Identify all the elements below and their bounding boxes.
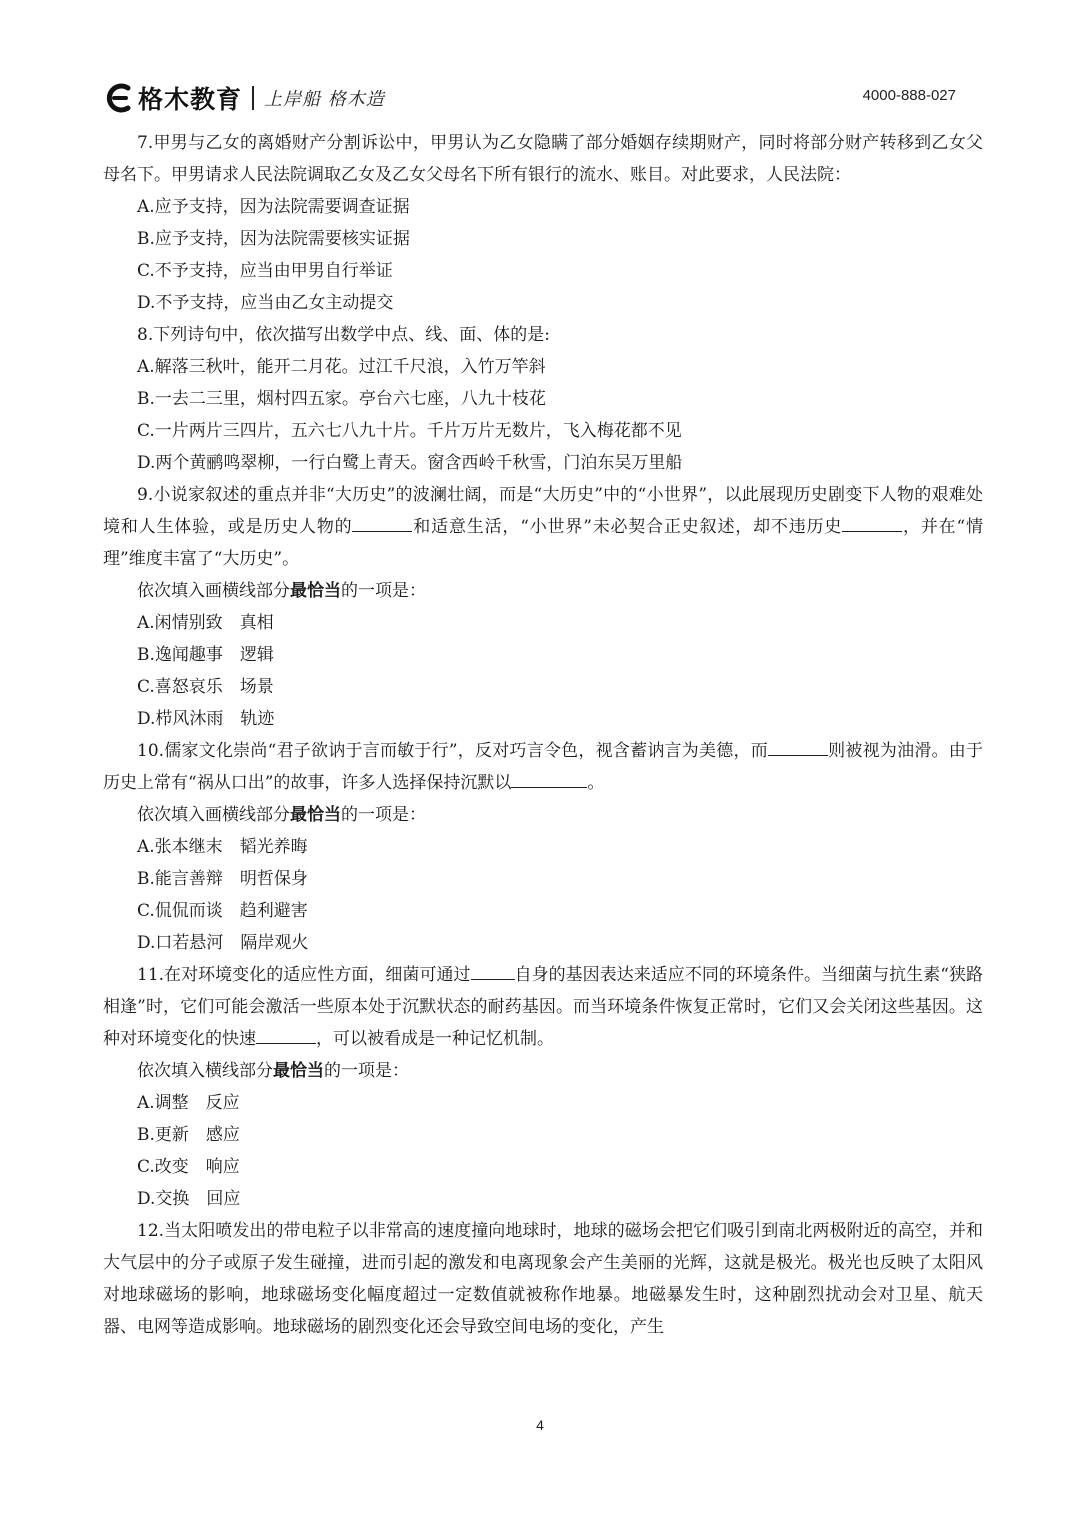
question-11-text-1: 11.在对环境变化的适应性方面，细菌可通过 [137, 965, 471, 985]
question-10-stem [103, 735, 983, 799]
question-9-option-a: A.闲情别致 真相 [137, 613, 274, 633]
question-8-option-c: C.一片两片三四片，五六七八九十片。千片万片无数片，飞入梅花都不见 [137, 421, 682, 441]
question-9-option-c: C.喜怒哀乐 场景 [137, 677, 274, 697]
answer-blank [352, 511, 412, 532]
page-content [103, 127, 983, 1343]
question-9-stem [103, 479, 983, 575]
logo-mark-icon [104, 83, 134, 113]
question-7-option-c: C.不予支持，应当由甲男自行举证 [137, 261, 393, 281]
instruction-text: 依次填入横线部分 [137, 1061, 273, 1081]
question-10-option-d: D.口若悬河 隔岸观火 [137, 933, 309, 953]
question-9-text-1: 9.小说家叙述的重点并非“大历史”的波澜壮阔，而是“大历史”中的“小世界”，以此展现历史剧变下人物的艰难处境和人生体验，或是历史人物的 [103, 485, 983, 537]
instruction-emphasis: 最恰当 [290, 581, 341, 601]
question-9-option-d: D.栉风沐雨 轨迹 [137, 709, 275, 729]
question-8-option-d: D.两个黄鹂鸣翠柳，一行白鹭上青天。窗含西岭千秋雪，门泊东吴万里船 [137, 453, 683, 473]
instruction-text: 的一项是： [324, 1061, 409, 1081]
question-9-text-2: 和适意生活，“小世界”未必契合正史叙述，却不违历史 [412, 517, 843, 537]
question-11-stem [103, 959, 983, 1055]
answer-blank [471, 959, 515, 980]
page-number: 4 [536, 1417, 544, 1433]
question-10-option-b: B.能言善辩 明哲保身 [137, 869, 308, 889]
question-8-stem: 8.下列诗句中，依次描写出数学中点、线、面、体的是: [137, 325, 550, 345]
instruction-text: 的一项是： [341, 581, 426, 601]
question-12-stem: 12.当太阳喷发出的带电粒子以非常高的速度撞向地球时，地球的磁场会把它们吸引到南北两极附近的高空，并和大气层中的分子或原子发生碰撞，进而引起的激发和电离现象会产生美丽的光辉，这就是极光。极光也反映了太阳风对地球磁场的影响，地球磁场变化幅度超过一定数值就被称作地暴。地磁暴发生时，这种剧烈扰动会对卫星、航天器、电网等造成影响。地球磁场的剧烈变化还会导致空间电场的变化，产生 [103, 1221, 983, 1337]
header-divider [252, 86, 254, 110]
question-10-instruction [103, 799, 983, 831]
phone-number: 4000-888-027 [862, 87, 956, 104]
answer-blank [256, 1023, 316, 1044]
instruction-text: 依次填入画横线部分 [137, 805, 290, 825]
answer-blank [511, 767, 587, 788]
instruction-text: 的一项是： [341, 805, 426, 825]
brand-slogan: 上岸船 格木造 [264, 89, 385, 110]
instruction-emphasis: 最恰当 [273, 1061, 324, 1081]
question-7-stem: 7.甲男与乙女的离婚财产分割诉讼中，甲男认为乙女隐瞒了部分婚姻存续期财产，同时将部分财产转移到乙女父母名下。甲男请求人民法院调取乙女及乙女父母名下所有银行的流水、账目。对此要求，人民法院： [103, 133, 983, 185]
answer-blank [768, 735, 828, 756]
instruction-text: 依次填入画横线部分 [137, 581, 290, 601]
question-9-option-b: B.逸闻趣事 逻辑 [137, 645, 274, 665]
question-7-option-b: B.应予支持，因为法院需要核实证据 [137, 229, 410, 249]
brand-name: 格木教育 [138, 85, 243, 114]
question-10-option-a: A.张本继末 韬光养晦 [137, 837, 308, 857]
logo [104, 80, 385, 116]
question-11-text-3: ，可以被看成是一种记忆机制。 [316, 1029, 554, 1049]
question-7-option-d: D.不予支持，应当由乙女主动提交 [137, 293, 394, 313]
question-10-text-2: 则被视为油滑。由于历史上常有“祸从口出”的故事，许多人选择保持沉默以 [103, 741, 984, 793]
question-10-text-1: 10.儒家文化崇尚“君子欲讷于言而敏于行”，反对巧言令色，视含蓄讷言为美德，而 [137, 741, 768, 761]
instruction-emphasis: 最恰当 [290, 805, 341, 825]
question-11-option-d: D.交换 回应 [137, 1189, 241, 1209]
question-10-option-c: C.侃侃而谈 趋利避害 [137, 901, 308, 921]
question-8-option-b: B.一去二三里，烟村四五家。亭台六七座，八九十枝花 [137, 389, 546, 409]
question-9-text-3: ，并在“情理”维度丰富了“大历史”。 [103, 517, 983, 569]
question-11-option-c: C.改变 响应 [137, 1157, 240, 1177]
question-7-option-a: A.应予支持，因为法院需要调查证据 [137, 197, 410, 217]
answer-blank [842, 511, 902, 532]
question-10-text-3: 。 [587, 773, 605, 793]
question-11-text-2: 自身的基因表达来适应不同的环境条件。当细菌与抗生素“狭路相逢”时，它们可能会激活一些原本处于沉默状态的耐药基因。而当环境条件恢复正常时，它们又会关闭这些基因。这种对环境变化的快速 [103, 965, 983, 1049]
question-8-option-a: A.解落三秋叶，能开二月花。过江千尺浪，入竹万竿斜 [137, 357, 546, 377]
question-11-option-b: B.更新 感应 [137, 1125, 240, 1145]
page-header [104, 78, 960, 118]
question-11-instruction [103, 1055, 983, 1087]
question-9-instruction [103, 575, 983, 607]
question-11-option-a: A.调整 反应 [137, 1093, 240, 1113]
